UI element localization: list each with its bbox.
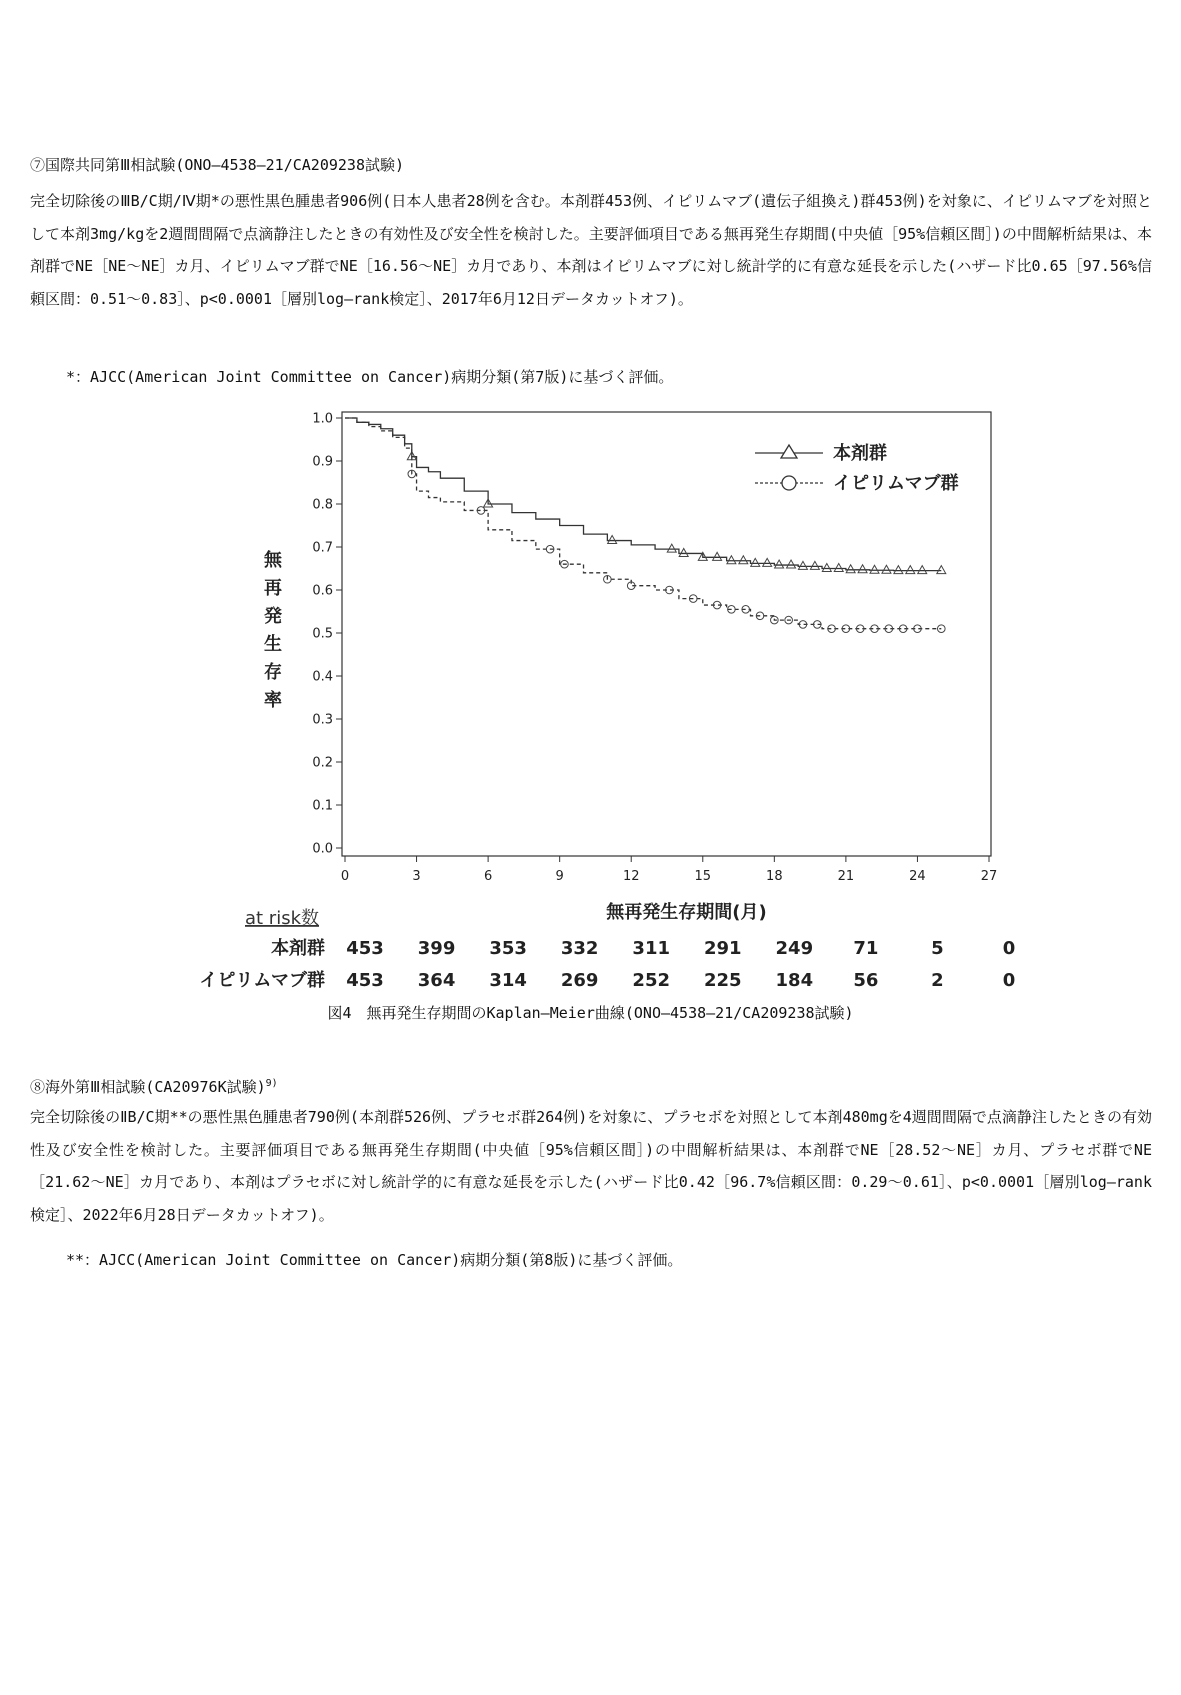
y-tick-label: 0.1 (312, 798, 333, 814)
at-risk-value: 225 (703, 970, 742, 991)
censor-mark-triangle (870, 565, 879, 573)
x-tick-label: 9 (555, 869, 564, 884)
censor-mark-triangle (937, 566, 946, 574)
censor-mark-triangle (608, 536, 617, 544)
y-tick-label: 0.9 (312, 454, 333, 470)
at-risk-value: 5 (931, 938, 944, 959)
x-tick-label: 12 (622, 869, 640, 884)
x-tick-label: 18 (766, 869, 783, 884)
censor-mark-triangle (894, 566, 903, 574)
y-tick-label: 0.4 (312, 669, 333, 685)
censor-mark-triangle (858, 565, 867, 573)
y-axis (312, 412, 342, 857)
censor-mark-triangle (810, 561, 819, 569)
censor-mark-triangle (798, 561, 807, 569)
legend-triangle-icon (781, 445, 797, 458)
x-tick-label: 3 (412, 869, 421, 884)
y-axis-label-char: 無 (264, 550, 282, 571)
section8-paragraph: 完全切除後のⅡB/C期**の悪性黒色腫患者790例(本剤群526例、プラセボ群264例)を対象に、プラセボを対照として本剤480mgを4週間間隔で点滴静注したときの有効性及び安全性を検討した。主要評価項目である無再発生存期間(中央値［95%信頼区間］)の中間解析結果は、本剤群でNE［28.52～NE］カ月、プラセボ群でNE［21.62～NE］カ月であり、本剤はプラセボに対し統計学的に有意な延長を示した(ハザード比0.42［96.7%信頼区間：0.29～0.61］、p<0.0001［層別log―rank検定］、2022年6月28日データカットオフ)。 (30, 1108, 1152, 1224)
y-axis-label-char: 生 (264, 634, 282, 655)
at-risk-value: 453 (346, 970, 384, 991)
section8-title (30, 1074, 278, 1097)
chart-legend (755, 442, 959, 494)
legend-circle-icon (782, 476, 796, 490)
x-axis-label: 無再発生存期間(月) (606, 902, 767, 923)
at-risk-value: 252 (632, 970, 671, 991)
x-tick-label: 15 (694, 869, 712, 884)
x-tick-label: 6 (483, 869, 493, 884)
censor-mark-triangle (787, 560, 796, 568)
censor-mark-triangle (713, 552, 722, 560)
at-risk-value: 2 (931, 970, 944, 991)
at-risk-value: 249 (775, 938, 814, 959)
y-tick-label: 0.3 (312, 712, 333, 728)
x-axis (341, 856, 997, 884)
at-risk-header: at risk数 (245, 908, 320, 929)
censor-mark-triangle (918, 566, 927, 574)
y-axis-label-char: 発 (264, 606, 282, 627)
censor-mark-triangle (906, 566, 915, 574)
censor-mark-triangle (667, 544, 676, 552)
at-risk-value: 291 (703, 938, 742, 959)
y-axis-label (264, 549, 283, 711)
at-risk-value: 453 (346, 938, 384, 959)
at-risk-value: 364 (417, 970, 456, 991)
y-axis-label-char: 存 (264, 662, 282, 683)
section7-title: ⑦国際共同第Ⅲ相試験(ONO―4538―21/CA209238試験) (30, 156, 405, 174)
at-risk-value: 56 (853, 970, 879, 991)
censor-mark-triangle (846, 565, 855, 573)
at-risk-value: 71 (853, 938, 879, 959)
censor-mark-triangle (739, 556, 748, 564)
y-tick-label: 0.7 (312, 540, 333, 556)
kaplan-meier-chart (175, 404, 1016, 998)
at-risk-row1-label: 本剤群 (271, 938, 325, 959)
at-risk-values (346, 938, 1015, 991)
at-risk-row2-label: イピリムマブ群 (199, 970, 325, 991)
kaplan-meier-figure (175, 404, 1016, 998)
section7-footnote: *：AJCC(American Joint Committee on Cancer)病期分類(第7版)に基づく評価。 (66, 368, 674, 386)
censor-mark-triangle (775, 560, 784, 568)
y-tick-label: 0.8 (312, 497, 333, 513)
y-tick-label: 0.6 (312, 583, 333, 599)
figure-caption: 図4 無再発生存期間のKaplan―Meier曲線(ONO―4538―21/CA209238試験) (327, 1004, 854, 1022)
censor-mark-triangle (679, 548, 688, 556)
at-risk-value: 269 (560, 970, 599, 991)
section7-paragraph: 完全切除後のⅢB/C期/Ⅳ期*の悪性黒色腫患者906例(日本人患者28例を含む。本剤群453例、イピリムマブ(遺伝子組換え)群453例)を対象に、イピリムマブを対照として本剤3mg/kgを2週間間隔で点滴静注したときの有効性及び安全性を検討した。主要評価項目である無再発生存期間(中央値［95%信頼区間］)の中間解析結果は、本剤群でNE［NE～NE］カ月、イピリムマブ群でNE［16.56～NE］カ月であり、本剤はイピリムマブに対し統計学的に有意な延長を示した(ハザード比0.65［97.56%信頼区間：0.51～0.83］、p<0.0001［層別log―rank検定］、2017年6月12日データカットオフ)。 (30, 192, 1152, 308)
censor-mark-triangle (882, 565, 891, 573)
censor-mark-triangle (822, 564, 831, 572)
at-risk-value: 399 (417, 938, 456, 959)
x-tick-label: 24 (909, 869, 926, 884)
legend-label-2: イピリムマブ群 (833, 473, 959, 494)
y-tick-label: 0.0 (312, 841, 333, 857)
y-tick-label: 0.5 (312, 626, 333, 642)
at-risk-value: 0 (1002, 938, 1016, 959)
section8-footnote: **：AJCC(American Joint Committee on Cancer)病期分類(第8版)に基づく評価。 (66, 1251, 683, 1269)
x-tick-label: 27 (980, 869, 998, 884)
at-risk-value: 184 (775, 970, 814, 991)
y-tick-label: 1.0 (312, 411, 333, 427)
at-risk-value: 353 (489, 938, 527, 959)
section8-title-text: ⑧海外第Ⅲ相試験(CA20976K試験) (30, 1078, 266, 1096)
y-tick-label: 0.2 (312, 755, 333, 771)
censor-mark-triangle (751, 558, 760, 566)
series-line-1 (345, 418, 941, 571)
at-risk-value: 314 (489, 970, 527, 991)
x-tick-label: 21 (837, 869, 855, 884)
y-axis-label-char: 再 (264, 578, 282, 599)
legend-label-1: 本剤群 (833, 443, 887, 464)
y-axis-label-char: 率 (264, 690, 282, 711)
censor-mark-triangle (727, 556, 736, 564)
at-risk-value: 332 (560, 938, 599, 959)
section8-title-ref: 9) (265, 1078, 278, 1089)
censor-mark-triangle (834, 564, 843, 572)
at-risk-value: 311 (632, 938, 671, 959)
censor-mark-triangle (763, 558, 772, 566)
x-tick-label: 0 (340, 869, 350, 884)
at-risk-value: 0 (1002, 970, 1016, 991)
